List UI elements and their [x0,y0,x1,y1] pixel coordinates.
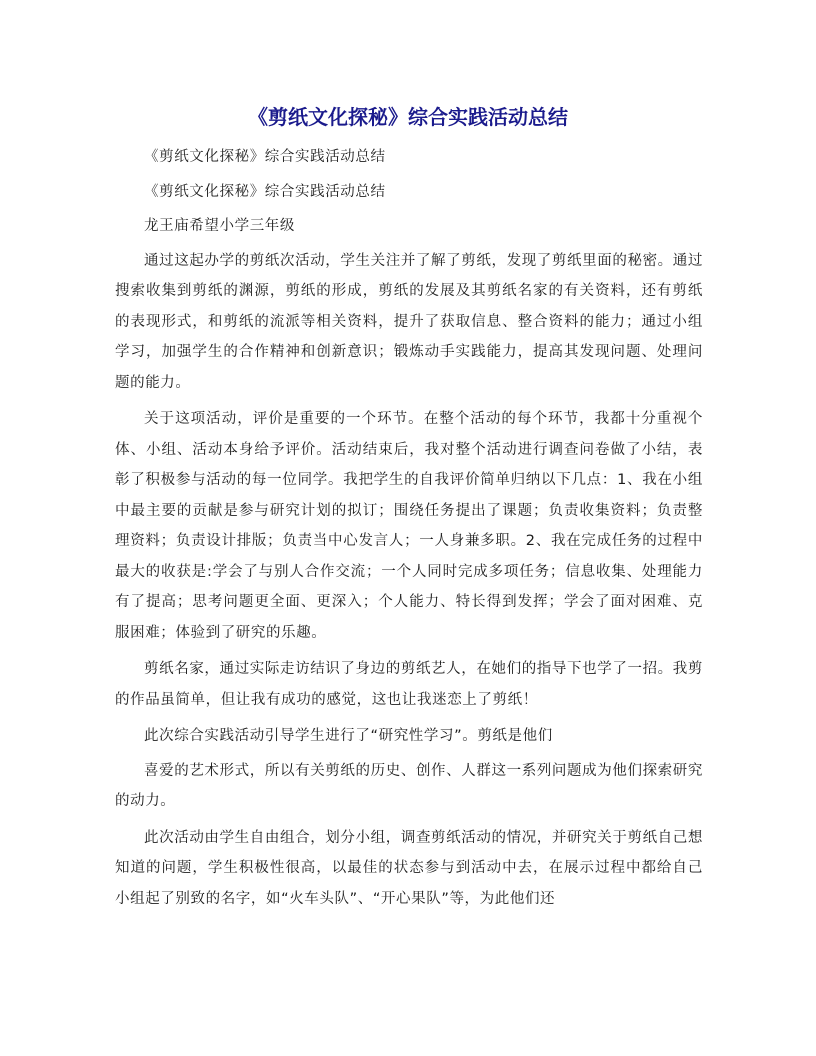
paragraph-art-form: 喜爱的艺术形式，所以有关剪纸的历史、创作、人群这一系列问题成为他们探索研究的动力。 [115,762,703,809]
paragraph-subtitle-2: 《剪纸文化探秘》综合实践活动总结 [144,183,386,200]
paragraph-evaluation: 关于这项活动，评价是重要的一个环节。在整个活动的每个环节，我都十分重视个体、小组、活动本身给予评价。活动结束后，我对整个活动进行调查问卷做了小结，表彰了积极参与活动的每一位同学。我把学生的自我评价简单归纳以下几点：1、我在小组中最主要的贡献是参与研究计划的拟订；围绕任务提出了课题；负责收集资料；负责整理资料；负责设计排版；负责当中心发言人；一人身兼多职。2、我在完成任务的过程中最大的收获是:学会了与别人合作交流；一个人同时完成多项任务；信息收集、处理能力有了提高；思考问题更全面、更深入；个人能力、特长得到发挥；学会了面对困难、克服困难；体验到了研究的乐趣。 [115,411,703,641]
document-title: 《剪纸文化探秘》综合实践活动总结 [248,105,568,129]
paragraph-school: 龙王庙希望小学三年级 [144,218,295,234]
paragraph-papercut-masters: 剪纸名家，通过实际走访结识了身边的剪纸艺人，在她们的指导下也学了一招。我剪的作品虽简单，但让我有成功的感觉，这也让我迷恋上了剪纸！ [115,661,703,708]
paragraph-research-learning: 此次综合实践活动引导学生进行了“研究性学习”。剪纸是他们 [144,728,553,744]
paragraph-activity-overview: 通过这起办学的剪纸次活动，学生关注并了解了剪纸，发现了剪纸里面的秘密。通过搜索收集到剪纸的渊源，剪纸的形成，剪纸的发展及其剪纸名家的有关资料，还有剪纸的表现形式，和剪纸的流派等相关资料，提升了获取信息、整合资料的能力；通过小组学习，加强学生的合作精神和创新意识；锻炼动手实践能力，提高其发现问题、处理问题的能力。 [115,252,703,391]
paragraph-subtitle-1: 《剪纸文化探秘》综合实践活动总结 [144,149,386,165]
document-body [115,142,703,920]
paragraph-groups: 此次活动由学生自由组合，划分小组，调查剪纸活动的情况，并研究关于剪纸自己想知道的问题，学生积极性很高，以最佳的状态参与到活动中去，在展示过程中都给自己小组起了别致的名字，如“火车头队”、“开心果队”等，为此他们还 [115,829,703,907]
